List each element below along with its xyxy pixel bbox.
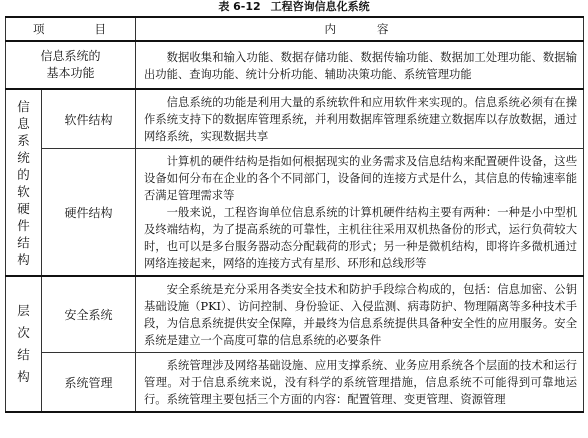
header-item-char-1: 项 [33, 22, 47, 36]
group-char: 结 [17, 234, 30, 250]
basic-functions-content: 数据收集和输入功能、数据存储功能、数据传输功能、数据加工处理功能、数据输出功能、查询功能、统计分析功能、辅助决策功能、系统管理功能 [136, 41, 584, 89]
group-char: 统 [17, 149, 30, 165]
group-char: 构 [17, 369, 30, 384]
layer-structure-group-label [6, 276, 42, 412]
table-number: 表 6-12 [218, 0, 261, 13]
row-basic-functions [6, 41, 584, 89]
basic-functions-label [6, 41, 136, 89]
header-item [6, 17, 136, 41]
system-management-content: 系统管理涉及网络基础设施、应用支撑系统、业务应用系统各个层面的技术和运行管理。对于信息系统来说，没有科学的系统管理措施，信息系统不可能得到可靠地运行。系统管理主要包括三个方面的内容：配置管理、变更管理、资源管理 [136, 353, 584, 413]
group-char: 信 [17, 98, 30, 114]
security-system-label: 安全系统 [42, 276, 136, 353]
group-char: 软 [17, 183, 30, 199]
hardware-paragraph-1: 计算机的硬件结构是指如何根据现实的业务需求及信息结构来配置硬件设备，这些设备如何分布在企业的各个不同部门，设备间的连接方式是什么，其信息的传输速率能否满足管理需求等 [144, 155, 577, 202]
software-hardware-group-label [6, 89, 42, 276]
table-title: 工程咨询信息化系统 [270, 0, 370, 13]
hardware-structure-content [136, 149, 584, 277]
group-char: 层 [17, 303, 30, 318]
group-char: 的 [17, 166, 30, 182]
software-structure-content: 信息系统的功能是利用大量的系统软件和应用软件来实现的。信息系统必须有在操作系统支持下的数据库管理系统，并利用数据库管理系统建立数据库以存放数据，通过网络系统，实现数据共享 [136, 89, 584, 149]
group-char: 息 [17, 115, 30, 131]
group-char: 结 [17, 347, 30, 362]
row-system-management [6, 353, 584, 413]
header-content: 内 容 [136, 17, 584, 41]
group-char: 构 [17, 251, 30, 267]
software-structure-label: 软件结构 [42, 89, 136, 149]
basic-functions-label-line1: 信息系统的 [40, 49, 101, 63]
security-system-content: 安全系统是充分采用各类安全技术和防护手段综合构成的，包括：信息加密、公钥基础设施（PKI）、访问控制、身份验证、入侵监测、病毒防护、物理隔离等多种技术手段，为信息系统提供安全保障，并最终为信息系统提供具备种安全性的应用服务。安全系统是建立一个高度可靠的信息系统的必要条件 [136, 276, 584, 353]
basic-functions-label-line2: 基本功能 [46, 66, 95, 80]
table-caption [0, 0, 588, 14]
header-item-char-2: 目 [94, 22, 108, 36]
info-system-table [5, 16, 584, 413]
group-char: 系 [17, 132, 30, 148]
row-security-system [6, 276, 584, 353]
hardware-paragraph-2: 一般来说，工程咨询单位信息系统的计算机硬件结构主要有两种：一种是小中型机及终端结构，为了提高系统的可靠性，主机往往采用双机热备份的形式，运行负荷较大时，也可以是多台服务器动态分配载荷的形式；另一种是微机结构，即将许多微机通过网络连接起来，网络的连接方式有星形、环形和总线形等 [144, 206, 577, 270]
row-software-structure [6, 89, 584, 149]
row-hardware-structure [6, 149, 584, 277]
group-char: 次 [17, 325, 30, 340]
table-header-row [6, 17, 584, 41]
system-management-label: 系统管理 [42, 353, 136, 413]
hardware-structure-label: 硬件结构 [42, 149, 136, 277]
group-char: 硬 [17, 200, 30, 216]
group-char: 件 [17, 217, 30, 233]
